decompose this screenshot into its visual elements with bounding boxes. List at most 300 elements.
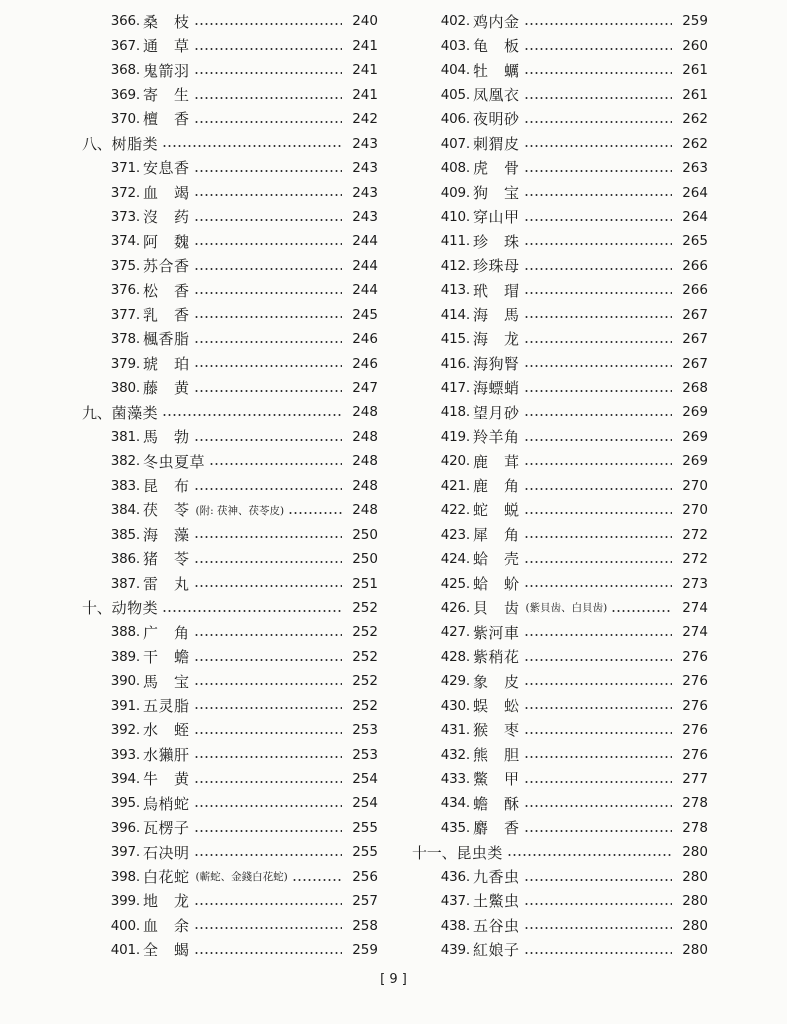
entry-number: 428. (440, 648, 470, 665)
entry-number: 369. (110, 86, 140, 103)
dot-leader (524, 488, 672, 490)
entry-name: 羚羊角 (473, 428, 520, 447)
entry-number: 387. (110, 575, 140, 592)
page-ref: 277 (682, 771, 708, 788)
toc-entry-row (82, 499, 378, 523)
dot-leader (524, 561, 672, 563)
entry-number: 438. (440, 917, 470, 934)
toc-entry-row (412, 328, 708, 352)
page-ref: 243 (352, 208, 378, 225)
entry-number: 390. (110, 673, 140, 690)
toc-entry-row (412, 303, 708, 327)
category-name: 动物类 (111, 599, 159, 618)
entry-name: 凤凰衣 (473, 86, 520, 105)
dot-leader (524, 585, 672, 587)
toc-entry-row (82, 792, 378, 816)
entry-number: 367. (110, 37, 140, 54)
toc-entry-row (412, 425, 708, 449)
page-ref: 254 (352, 771, 378, 788)
entry-name: 琥 珀 (143, 354, 190, 373)
toc-entry-row (82, 865, 378, 889)
page-ref: 266 (682, 282, 708, 299)
dot-leader (524, 72, 672, 74)
entry-name: 犀 角 (473, 525, 520, 544)
entry-number: 389. (110, 648, 140, 665)
entry-number: 396. (110, 819, 140, 836)
dot-leader (524, 830, 672, 832)
dot-leader (524, 145, 672, 147)
page-ref: 276 (682, 673, 708, 690)
dot-leader (524, 659, 672, 661)
entry-number: 403. (440, 37, 470, 54)
entry-name: 熊 胆 (473, 745, 520, 764)
dot-leader (194, 561, 342, 563)
entry-number: 366. (110, 13, 140, 30)
page-ref: 280 (682, 942, 708, 959)
entry-name: 寄 生 (143, 86, 190, 105)
page-ref: 242 (352, 111, 378, 128)
entry-note: (附: 茯神、茯苓皮) (195, 504, 285, 517)
page-ref: 272 (682, 551, 708, 568)
entry-name: 通 草 (143, 37, 190, 56)
toc-entry-row (412, 83, 708, 107)
dot-leader (194, 952, 342, 954)
toc-entry-row (412, 621, 708, 645)
toc-entry-row (82, 694, 378, 718)
toc-entry-row (412, 670, 708, 694)
category-number: 八、 (82, 134, 112, 153)
entry-number: 404. (440, 62, 470, 79)
dot-leader (524, 390, 672, 392)
dot-leader (524, 341, 672, 343)
toc-entry-row (412, 230, 708, 254)
page-ref: 276 (682, 746, 708, 763)
page-ref: 259 (352, 942, 378, 959)
page-ref: 278 (682, 795, 708, 812)
entry-name: 蟾 酥 (473, 794, 520, 813)
page-ref: 280 (682, 844, 708, 861)
entry-name: 麝 香 (473, 819, 520, 838)
dot-leader (162, 145, 342, 147)
page-ref: 245 (352, 306, 378, 323)
entry-name: 阿 魏 (143, 232, 190, 251)
entry-name: 白花蛇 (143, 868, 190, 887)
entry-number: 430. (440, 697, 470, 714)
entry-name: 鸡内金 (473, 12, 520, 31)
toc-entry-row (82, 59, 378, 83)
toc-entry-row (82, 548, 378, 572)
page-ref: 264 (682, 184, 708, 201)
dot-leader (194, 292, 342, 294)
toc-entry-row (82, 474, 378, 498)
page-ref: 254 (352, 795, 378, 812)
toc-entry-row (412, 743, 708, 767)
entry-name: 貝 齿 (473, 599, 520, 618)
toc-entry-row (412, 206, 708, 230)
entry-number: 439. (440, 942, 470, 959)
entry-name: 昆 布 (143, 477, 190, 496)
category-number: 九、 (82, 403, 112, 422)
toc-entry-row (412, 914, 708, 938)
toc-entry-row (412, 181, 708, 205)
entry-name: 水獺肝 (143, 745, 190, 764)
page-ref: 262 (682, 135, 708, 152)
entry-number: 433. (440, 771, 470, 788)
page-ref: 263 (682, 160, 708, 177)
page-ref: 255 (352, 819, 378, 836)
toc-entry-row (412, 597, 708, 621)
toc-entry-row (82, 450, 378, 474)
entry-name: 刺猬皮 (473, 134, 520, 153)
entry-number: 393. (110, 746, 140, 763)
toc-entry-row (82, 10, 378, 34)
page-ref: 253 (352, 746, 378, 763)
entry-name: 烏梢蛇 (143, 794, 190, 813)
entry-name: 龟 板 (473, 37, 520, 56)
entry-name: 石决明 (143, 843, 190, 862)
entry-name: 狗 宝 (473, 183, 520, 202)
toc-entry-row (412, 939, 708, 963)
page-number: [ 9 ] (380, 972, 407, 987)
entry-number: 388. (110, 624, 140, 641)
dot-leader (524, 414, 672, 416)
dot-leader (194, 585, 342, 587)
dot-leader (162, 610, 342, 612)
toc-entry-row (412, 377, 708, 401)
dot-leader (194, 830, 342, 832)
toc-entry-row (412, 254, 708, 278)
toc-entry-row (82, 743, 378, 767)
page-ref: 267 (682, 331, 708, 348)
page-ref: 276 (682, 697, 708, 714)
toc-entry-row (412, 108, 708, 132)
dot-leader (194, 194, 342, 196)
page-ref: 266 (682, 257, 708, 274)
dot-leader (524, 121, 672, 123)
page-ref: 251 (352, 575, 378, 592)
page-ref: 276 (682, 648, 708, 665)
entry-name: 海狗腎 (473, 354, 520, 373)
dot-leader (524, 243, 672, 245)
entry-number: 419. (440, 428, 470, 445)
entry-number: 427. (440, 624, 470, 641)
page-ref: 274 (682, 624, 708, 641)
entry-name: 珍 珠 (473, 232, 520, 251)
toc-entry-row (82, 303, 378, 327)
entry-number: 406. (440, 111, 470, 128)
entry-name: 海螵蛸 (473, 379, 520, 398)
dot-leader (524, 903, 672, 905)
entry-name: 瓦楞子 (143, 819, 190, 838)
toc-entry-row (82, 206, 378, 230)
page-ref: 269 (682, 404, 708, 421)
entry-number: 418. (440, 404, 470, 421)
entry-name: 松 香 (143, 281, 190, 300)
dot-leader (524, 683, 672, 685)
toc-entry-row (82, 230, 378, 254)
page-ref: 276 (682, 722, 708, 739)
dot-leader (524, 268, 672, 270)
toc-column-left (82, 10, 378, 963)
toc-entry-row (82, 377, 378, 401)
page-ref: 243 (352, 135, 378, 152)
entry-name: 海 龙 (473, 330, 520, 349)
entry-number: 373. (110, 208, 140, 225)
page-ref: 250 (352, 551, 378, 568)
toc-entry-row (82, 425, 378, 449)
toc-entry-row (82, 621, 378, 645)
toc-entry-row (82, 352, 378, 376)
page-ref: 244 (352, 282, 378, 299)
page-ref: 252 (352, 697, 378, 714)
dot-leader (507, 854, 672, 856)
page-ref: 243 (352, 160, 378, 177)
page-ref: 244 (352, 233, 378, 250)
dot-leader (194, 48, 342, 50)
entry-note: (蘄蛇、金錢白花蛇) (195, 871, 288, 884)
entry-name: 蛇 蜕 (473, 501, 520, 520)
dot-leader (194, 707, 342, 709)
entry-number: 392. (110, 722, 140, 739)
page-ref: 243 (352, 184, 378, 201)
category-name: 菌藻类 (111, 403, 159, 422)
page-ref: 248 (352, 404, 378, 421)
entry-number: 407. (440, 135, 470, 152)
entry-name: 海 藻 (143, 525, 190, 544)
toc-entry-row (82, 670, 378, 694)
toc-entry-row (82, 523, 378, 547)
page-ref: 241 (352, 37, 378, 54)
dot-leader (524, 219, 672, 221)
entry-name: 桑 枝 (143, 12, 190, 31)
page-ref: 270 (682, 477, 708, 494)
page-ref: 267 (682, 306, 708, 323)
page-ref: 247 (352, 380, 378, 397)
dot-leader (524, 732, 672, 734)
entry-name: 苏合香 (143, 257, 190, 276)
page-ref: 244 (352, 257, 378, 274)
dot-leader (194, 341, 342, 343)
entry-name: 珍珠母 (473, 257, 520, 276)
entry-number: 391. (110, 697, 140, 714)
entry-number: 412. (440, 257, 470, 274)
toc-column-right (412, 10, 708, 963)
dot-leader (194, 72, 342, 74)
category-number: 十、 (82, 599, 112, 618)
toc-entry-row (412, 499, 708, 523)
category-name: 树脂类 (111, 134, 159, 153)
page-ref: 257 (352, 893, 378, 910)
page-ref: 280 (682, 917, 708, 934)
dot-leader (524, 48, 672, 50)
entry-name: 紅娘子 (473, 941, 520, 960)
dot-leader (194, 488, 342, 490)
entry-name: 沒 药 (143, 208, 190, 227)
page-ref: 269 (682, 428, 708, 445)
toc-entry-row (412, 401, 708, 425)
toc-entry-row (412, 865, 708, 889)
toc-entry-row (412, 10, 708, 34)
entry-name: 广 角 (143, 623, 190, 642)
toc-entry-row (82, 157, 378, 181)
page-ref: 248 (352, 477, 378, 494)
page-ref: 273 (682, 575, 708, 592)
dot-leader (524, 463, 672, 465)
entry-name: 干 蟾 (143, 648, 190, 667)
dot-leader (524, 512, 672, 514)
entry-number: 371. (110, 160, 140, 177)
toc-entry-row (412, 132, 708, 156)
entry-name: 全 蝎 (143, 941, 190, 960)
dot-leader (524, 439, 672, 441)
dot-leader (524, 536, 672, 538)
dot-leader (524, 805, 672, 807)
entry-number: 432. (440, 746, 470, 763)
toc-entry-row (412, 474, 708, 498)
dot-leader (524, 97, 672, 99)
entry-name: 鱉 甲 (473, 770, 520, 789)
page-ref: 269 (682, 453, 708, 470)
toc-entry-row (82, 279, 378, 303)
entry-number: 413. (440, 282, 470, 299)
dot-leader (524, 23, 672, 25)
entry-number: 423. (440, 526, 470, 543)
dot-leader (162, 414, 342, 416)
dot-leader (524, 781, 672, 783)
page-ref: 261 (682, 86, 708, 103)
entry-number: 424. (440, 551, 470, 568)
dot-leader (524, 194, 672, 196)
entry-name: 地 龙 (143, 892, 190, 911)
page-ref: 240 (352, 13, 378, 30)
entry-name: 蛤 蚧 (473, 574, 520, 593)
entry-number: 380. (110, 380, 140, 397)
entry-number: 402. (440, 13, 470, 30)
toc-entry-row (82, 34, 378, 58)
page-ref: 272 (682, 526, 708, 543)
entry-number: 395. (110, 795, 140, 812)
page-ref: 248 (352, 502, 378, 519)
toc-category-row (82, 401, 378, 425)
toc-entry-row (412, 816, 708, 840)
entry-number: 375. (110, 257, 140, 274)
toc-entry-row (412, 890, 708, 914)
dot-leader (209, 463, 342, 465)
page-ref: 280 (682, 893, 708, 910)
entry-number: 429. (440, 673, 470, 690)
dot-leader (288, 512, 342, 514)
page-ref: 252 (352, 624, 378, 641)
entry-number: 421. (440, 477, 470, 494)
page-ref: 252 (352, 673, 378, 690)
dot-leader (194, 659, 342, 661)
entry-number: 431. (440, 722, 470, 739)
entry-name: 馬 勃 (143, 428, 190, 447)
entry-name: 夜明砂 (473, 110, 520, 129)
entry-name: 藤 黄 (143, 379, 190, 398)
dot-leader (194, 756, 342, 758)
entry-number: 435. (440, 819, 470, 836)
dot-leader (194, 390, 342, 392)
toc-category-row (82, 597, 378, 621)
toc-entry-row (412, 548, 708, 572)
dot-leader (194, 854, 342, 856)
entry-number: 382. (110, 453, 140, 470)
entry-number: 417. (440, 380, 470, 397)
dot-leader (611, 610, 672, 612)
entry-name: 五谷虫 (473, 916, 520, 935)
entry-name: 玳 瑁 (473, 281, 520, 300)
entry-number: 400. (110, 917, 140, 934)
toc-entry-row (412, 352, 708, 376)
page-ref: 259 (682, 13, 708, 30)
entry-number: 394. (110, 771, 140, 788)
entry-name: 望月砂 (473, 403, 520, 422)
dot-leader (194, 683, 342, 685)
entry-name: 穿山甲 (473, 208, 520, 227)
entry-name: 虎 骨 (473, 159, 520, 178)
toc-entry-row (412, 645, 708, 669)
dot-leader (292, 879, 342, 881)
dot-leader (524, 952, 672, 954)
page-ref: 265 (682, 233, 708, 250)
page-ref: 268 (682, 380, 708, 397)
entry-name: 楓香脂 (143, 330, 190, 349)
dot-leader (194, 439, 342, 441)
page-ref: 280 (682, 868, 708, 885)
toc-entry-row (412, 157, 708, 181)
page-ref: 260 (682, 37, 708, 54)
dot-leader (524, 170, 672, 172)
page-ref: 262 (682, 111, 708, 128)
toc-entry-row (82, 768, 378, 792)
category-name: 昆虫类 (456, 843, 503, 862)
entry-name: 五灵脂 (143, 696, 190, 715)
entry-name: 象 皮 (473, 672, 520, 691)
entry-number: 383. (110, 477, 140, 494)
dot-leader (194, 927, 342, 929)
dot-leader (194, 732, 342, 734)
entry-name: 鹿 茸 (473, 452, 520, 471)
toc-entry-row (412, 59, 708, 83)
dot-leader (194, 805, 342, 807)
dot-leader (524, 316, 672, 318)
toc-entry-row (412, 792, 708, 816)
entry-number: 372. (110, 184, 140, 201)
entry-number: 411. (440, 233, 470, 250)
toc-entry-row (412, 694, 708, 718)
toc-entry-row (412, 768, 708, 792)
page-ref: 246 (352, 355, 378, 372)
entry-number: 385. (110, 526, 140, 543)
entry-name: 牡 蠣 (473, 61, 520, 80)
page-ref: 252 (352, 599, 378, 616)
toc-entry-row (82, 645, 378, 669)
page-ref: 252 (352, 648, 378, 665)
entry-name: 安息香 (143, 159, 190, 178)
dot-leader (524, 927, 672, 929)
toc-entry-row (82, 83, 378, 107)
entry-name: 馬 宝 (143, 672, 190, 691)
entry-number: 377. (110, 306, 140, 323)
entry-name: 茯 苓 (143, 501, 190, 520)
dot-leader (524, 756, 672, 758)
entry-number: 374. (110, 233, 140, 250)
toc-entry-row (412, 279, 708, 303)
dot-leader (194, 634, 342, 636)
dot-leader (194, 23, 342, 25)
dot-leader (194, 536, 342, 538)
